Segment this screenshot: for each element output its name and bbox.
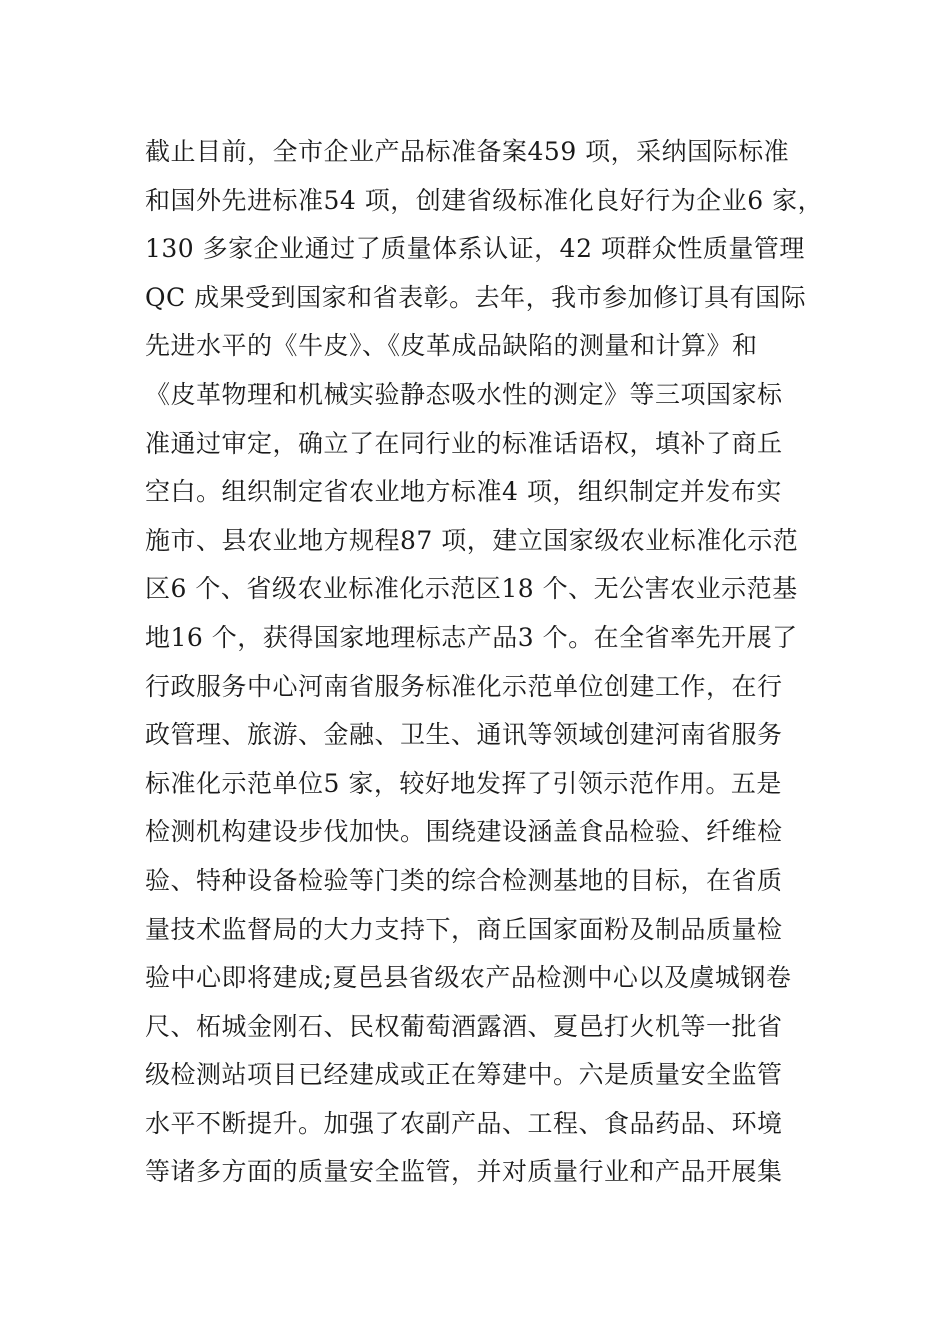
text-line: 行政服务中心河南省服务标准化示范单位创建工作，在行 (145, 671, 783, 701)
text-line: 级检测站项目已经建成或正在筹建中。六是质量安全监管 (145, 1060, 783, 1090)
text-line: 截止目前，全市企业产品标准备案459 项，采纳国际标准 (145, 137, 790, 166)
text-line: 130 多家企业通过了质量体系认证，42 项群众性质量管理 (145, 234, 805, 264)
text-line: QC 成果受到国家和省表彰。去年，我市参加修订具有国际 (145, 282, 807, 312)
text-line: 水平不断提升。加强了农副产品、工程、食品药品、环境 (145, 1108, 783, 1138)
text-line: 政管理、旅游、金融、卫生、通讯等领域创建河南省服务 (145, 720, 783, 750)
text-line: 量技术监督局的大力支持下，商丘国家面粉及制品质量检 (145, 914, 783, 944)
text-line: 验中心即将建成;夏邑县省级农产品检测中心以及虞城钢卷 (145, 963, 792, 993)
text-line: 和国外先进标准54 项，创建省级标准化良好行为企业6 家， (145, 185, 824, 215)
text-line: 验、特种设备检验等门类的综合检测基地的目标，在省质 (145, 865, 783, 895)
text-line: 《皮革物理和机械实验静态吸水性的测定》等三项国家标 (145, 379, 783, 409)
text-line: 地16 个，获得国家地理标志产品3 个。在全省率先开展了 (145, 622, 798, 652)
text-line: 空白。组织制定省农业地方标准4 项，组织制定并发布实 (145, 477, 782, 507)
text-line: 尺、柘城金刚石、民权葡萄酒露酒、夏邑打火机等一批省 (145, 1011, 783, 1041)
body-paragraph (145, 128, 824, 1197)
text-line: 施市、县农业地方规程87 项，建立国家级农业标准化示范 (145, 525, 799, 555)
text-line: 检测机构建设步伐加快。围绕建设涵盖食品检验、纤维检 (145, 817, 783, 847)
text-line: 准通过审定，确立了在同行业的标准话语权，填补了商丘 (145, 428, 783, 458)
text-line: 标准化示范单位5 家，较好地发挥了引领示范作用。五是 (145, 768, 782, 798)
text-line: 等诸多方面的质量安全监管，并对质量行业和产品开展集 (145, 1157, 783, 1187)
text-line: 区6 个、省级农业标准化示范区18 个、无公害农业示范基 (145, 574, 798, 604)
text-line: 先进水平的《牛皮》、《皮革成品缺陷的测量和计算》和 (145, 331, 758, 361)
